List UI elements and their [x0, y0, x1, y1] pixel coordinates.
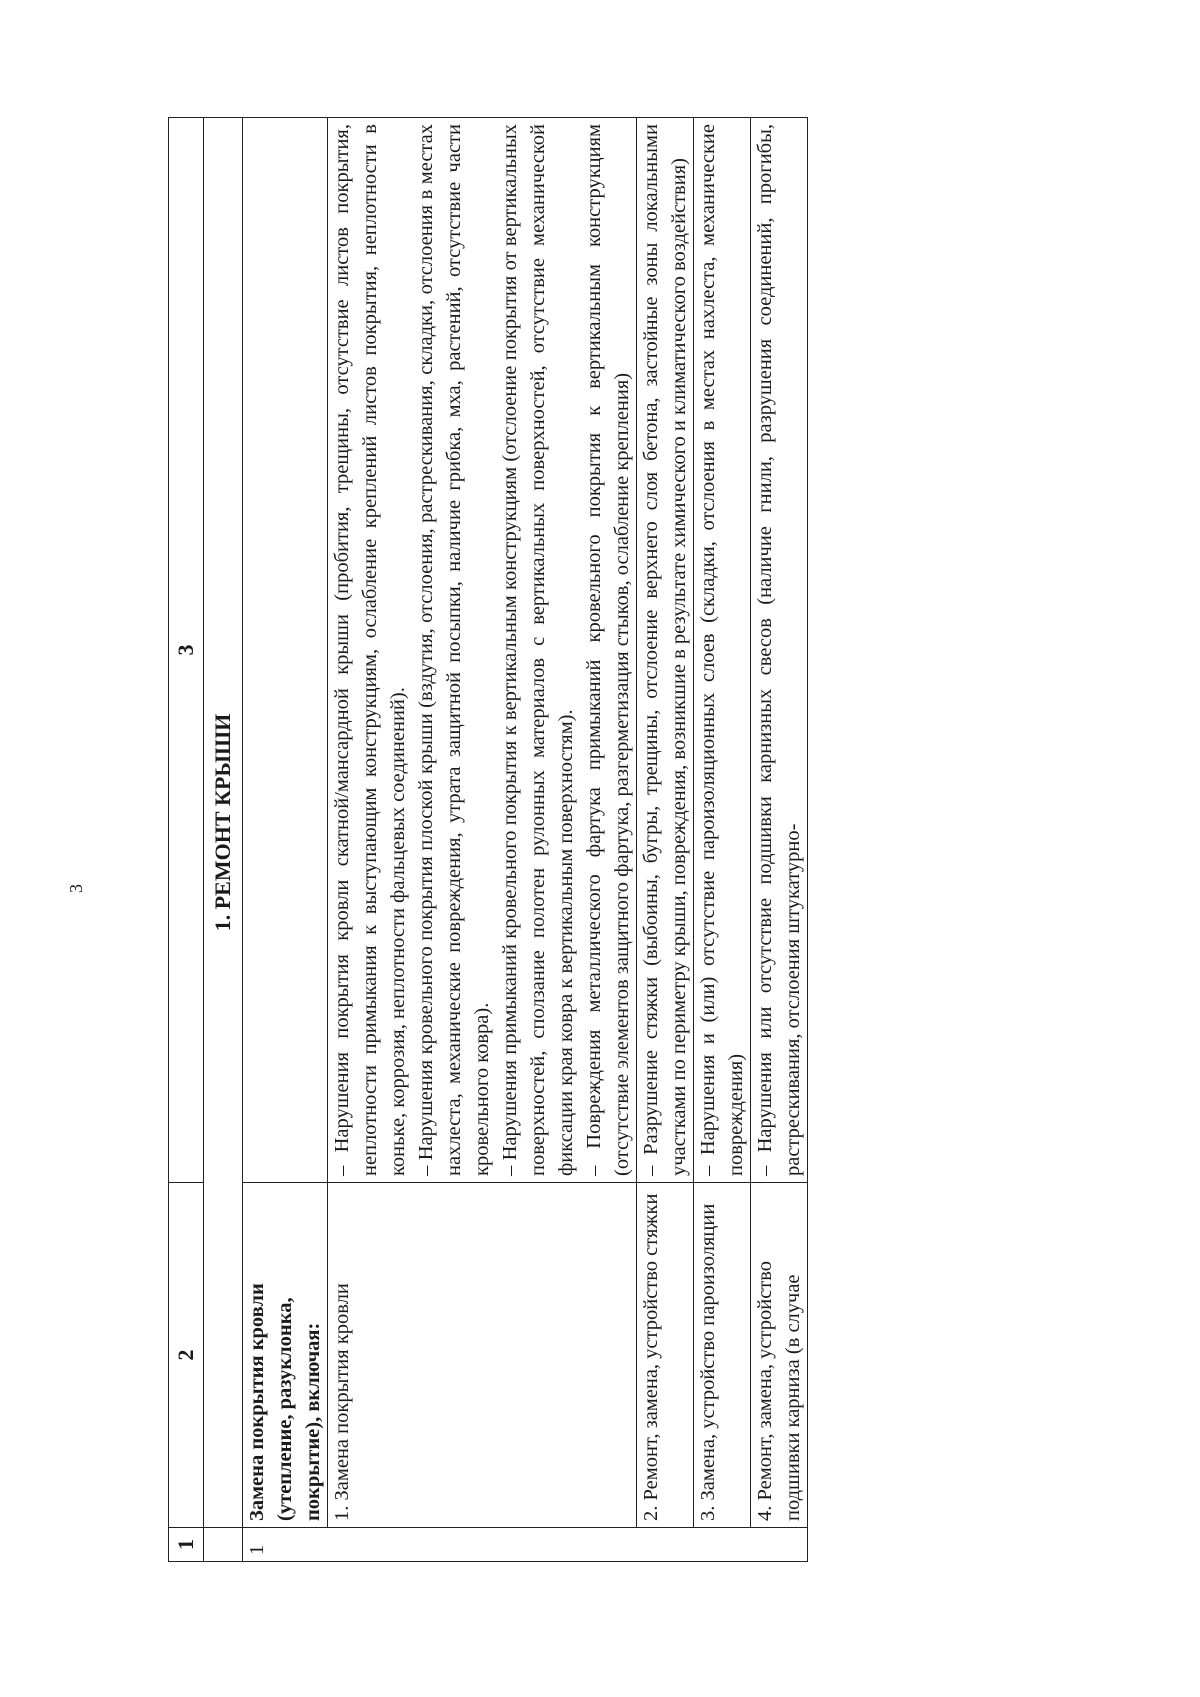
defects-cell — [694, 118, 751, 1183]
group-number: 1 — [243, 1528, 808, 1562]
defect-text: – Повреждения металлического фартука примыканий кровельного покрытия к вертикальным конструкциям (отсутствие элементов защитного фартука, разгерметизация стыков, ослабление крепления) — [583, 124, 633, 1176]
work-cell: 1. Замена покрытия кровли — [328, 1183, 637, 1528]
defects-cell — [328, 118, 637, 1183]
table-row — [637, 118, 694, 1562]
defect-text: – Нарушения кровельного покрытия плоской крыши (вздутия, отслоения, растрескивания, складки, отслоения в местах нахлеста, механические повреждения, утрата защитной посыпки, наличие грибка, мха, растений, отсутствие части кровельного ковра). — [415, 124, 493, 1176]
rotated-table-container — [168, 118, 1174, 1562]
work-cell: 3. Замена, устройство пароизоляции — [694, 1183, 751, 1528]
defect-text: – Нарушения или отсутствие подшивки карнизных свесов (наличие гнили, разрушения соединений, прогибы, растрескивания, отслоения штукатурно- — [754, 124, 804, 1176]
table-row — [694, 118, 751, 1562]
group-desc-empty — [243, 118, 328, 1183]
header-col-2: 2 — [169, 1183, 204, 1528]
defects-cell — [751, 118, 808, 1183]
defect-text: – Нарушения покрытия кровли скатной/мансардной крыши (пробития, трещины, отсутствие листов покрытия, неплотности примыкания к выступающим конструкциям, ослабление креплений листов покрытия, неплотности в коньке, коррозия, неплотности фальцевых соединений). — [331, 124, 409, 1176]
work-cell: 2. Ремонт, замена, устройство стяжки — [637, 1183, 694, 1528]
group-title: Замена покрытия кровли (утепление, разуклонка, покрытие), включая: — [243, 1183, 328, 1528]
page-number: 3 — [66, 884, 86, 893]
section-row — [204, 118, 243, 1562]
table-row — [328, 118, 637, 1562]
table-row — [751, 118, 808, 1562]
section-blank-cell — [204, 1528, 243, 1562]
defect-text: – Разрушение стяжки (выбоины, бугры, трещины, отслоение верхнего слоя бетона, застойные зоны локальными участками по периметру крыши, повреждения, возникшие в результате химического и климатического воздействия) — [640, 124, 690, 1176]
group-row — [243, 118, 328, 1562]
defect-text: – Нарушения примыканий кровельного покрытия к вертикальным конструкциям (отслоение покрытия от вертикальных поверхностей, сползание полотен рулонных материалов с вертикальных поверхностей, отсутствие механической фиксации края ковра к вертикальным поверхностям). — [499, 124, 577, 1176]
table-header-row — [169, 118, 204, 1562]
defect-text: – Нарушения и (или) отсутствие пароизоляционных слоев (складки, отслоения в местах нахлеста, механические повреждения) — [697, 124, 747, 1176]
section-title: 1. РЕМОНТ КРЫШИ — [204, 118, 243, 1528]
repair-table — [168, 117, 808, 1562]
header-col-1: 1 — [169, 1528, 204, 1562]
work-cell: 4. Ремонт, замена, устройство подшивки карниза (в случае — [751, 1183, 808, 1528]
header-col-3: 3 — [169, 118, 204, 1183]
defects-cell — [637, 118, 694, 1183]
